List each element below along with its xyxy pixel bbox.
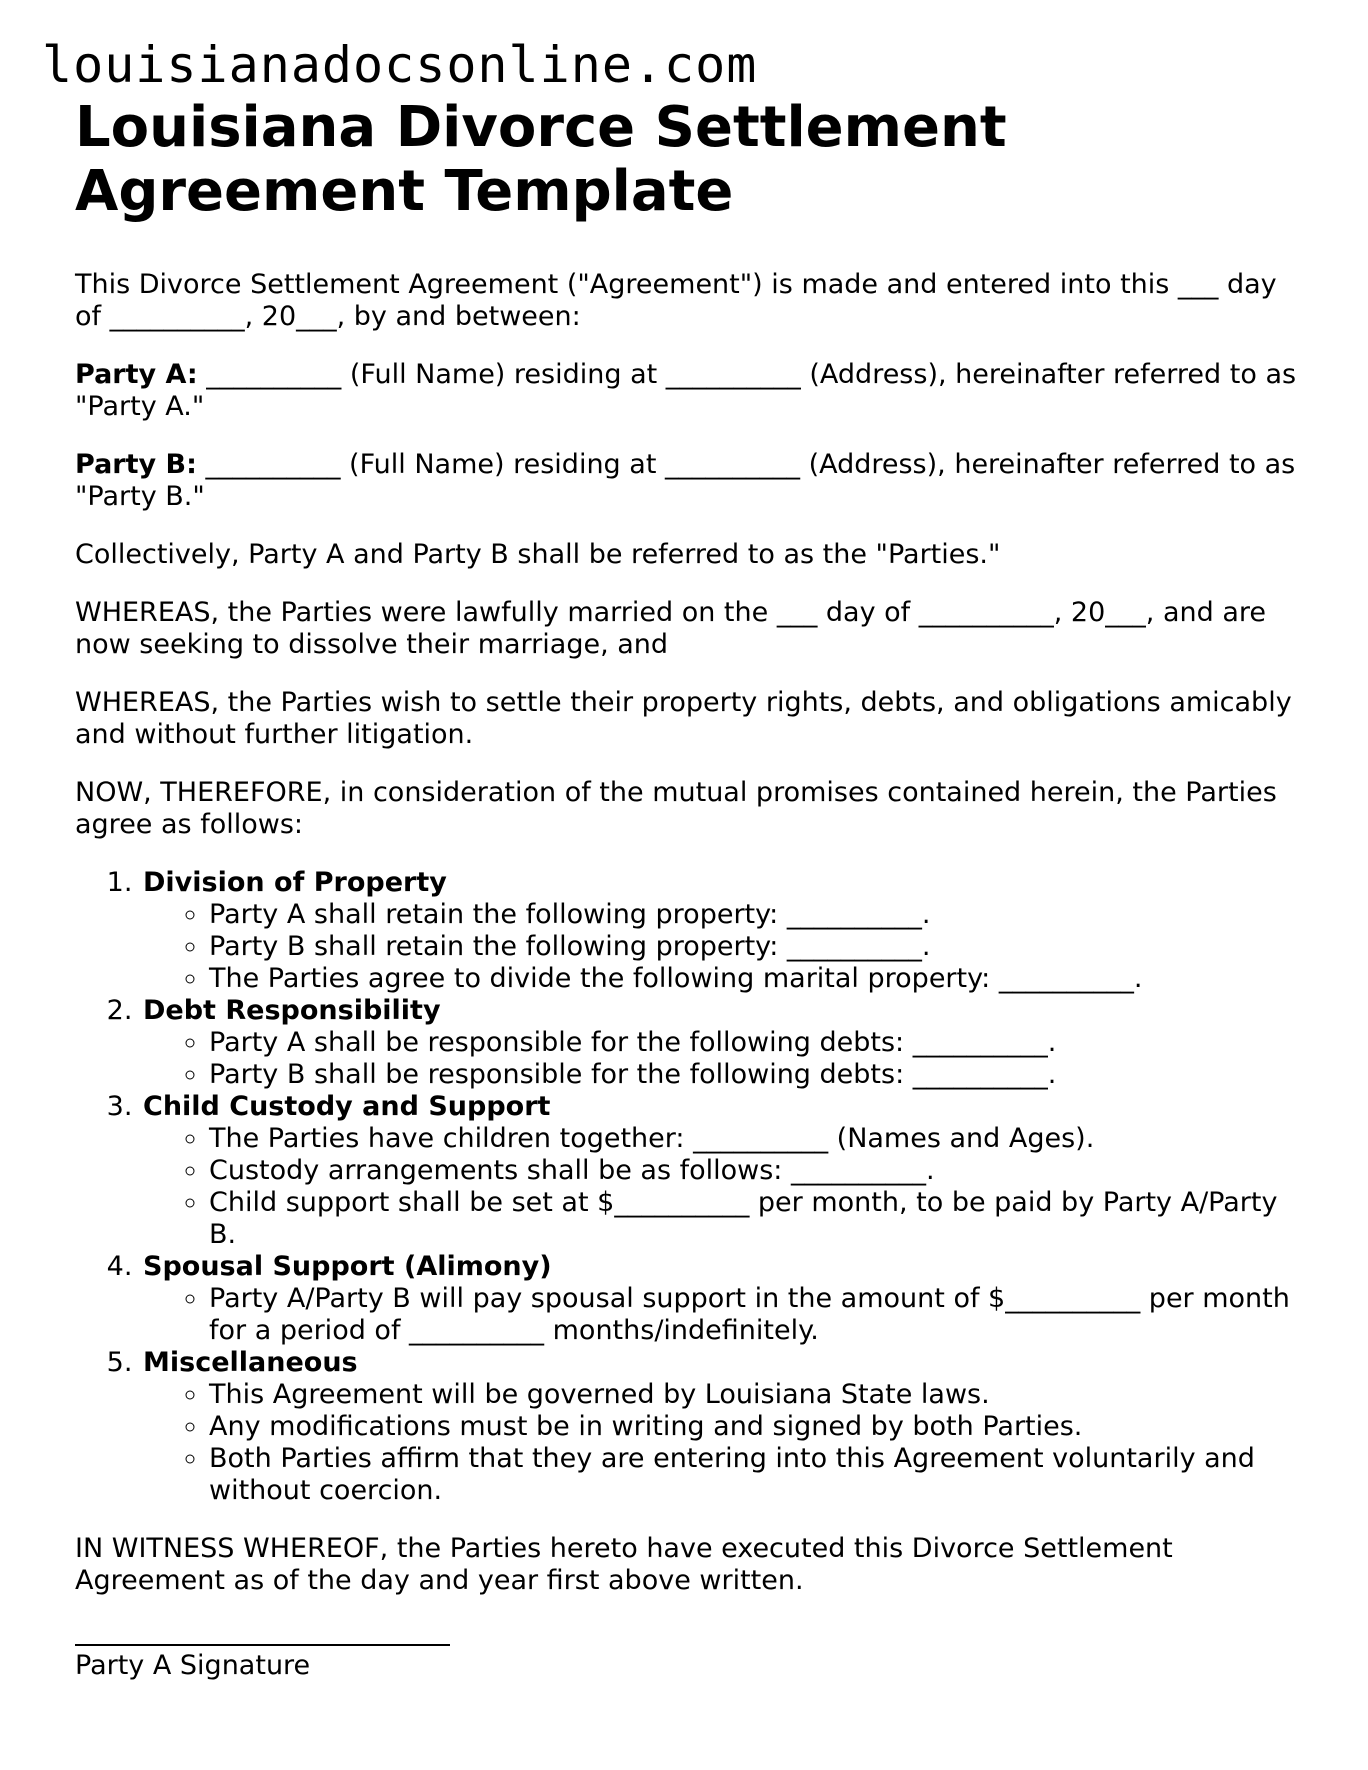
list-item: ◦ Party A shall be responsible for the following debts: __________. <box>209 1027 1305 1059</box>
witness-paragraph: IN WITNESS WHEREOF, the Parties hereto have executed this Divorce Settlement Agreement as of the day and year first above written. <box>75 1533 1173 1596</box>
section-debt-responsibility <box>141 995 1305 1091</box>
list-item: ◦ The Parties agree to divide the following marital property: __________. <box>209 963 1305 995</box>
party-b-text: __________ (Full Name) residing at __________ (Address), hereinafter referred to as "Party B." <box>75 449 1296 512</box>
site-watermark: louisianadocsonline.com <box>42 36 758 94</box>
party-a-text: __________ (Full Name) residing at __________ (Address), hereinafter referred to as "Party A." <box>75 359 1297 422</box>
intro-paragraph: This Divorce Settlement Agreement ("Agreement") is made and entered into this ___ day of __________, 20___, by and between: <box>75 269 1277 332</box>
party-b-label: Party B: <box>75 449 197 480</box>
section-child-custody-and-support <box>141 1091 1305 1251</box>
now-therefore-paragraph: NOW, THEREFORE, in consideration of the mutual promises contained herein, the Parties agree as follows: <box>75 777 1277 840</box>
list-item: ◦ Custody arrangements shall be as follows: __________. <box>209 1155 1305 1187</box>
section-miscellaneous <box>141 1347 1305 1507</box>
party-a-signature-line <box>75 1644 450 1646</box>
list-item: ◦ Party A/Party B will pay spousal support in the amount of $__________ per month for a period of __________ months/indefinitely. <box>209 1283 1305 1347</box>
section-items <box>143 1123 1305 1251</box>
section-heading: Division of Property <box>143 867 447 898</box>
section-heading: Debt Responsibility <box>143 995 441 1026</box>
section-heading: Child Custody and Support <box>143 1091 551 1122</box>
section-heading: Spousal Support (Alimony) <box>143 1251 552 1282</box>
list-item: ◦ Any modifications must be in writing and signed by both Parties. <box>209 1411 1305 1443</box>
section-items <box>143 1379 1305 1507</box>
list-item: ◦ This Agreement will be governed by Louisiana State laws. <box>209 1379 1305 1411</box>
section-items <box>143 1027 1305 1091</box>
whereas-settle-paragraph: WHEREAS, the Parties wish to settle their property rights, debts, and obligations amicably and without further litigation. <box>75 687 1292 750</box>
section-division-of-property <box>141 867 1305 995</box>
section-heading: Miscellaneous <box>143 1347 358 1378</box>
section-items <box>143 1283 1305 1347</box>
section-spousal-support <box>141 1251 1305 1347</box>
list-item: ◦ Child support shall be set at $__________ per month, to be paid by Party A/Party B. <box>209 1187 1305 1251</box>
document-page <box>75 96 1305 1682</box>
list-item: ◦ Both Parties affirm that they are entering into this Agreement voluntarily and without coercion. <box>209 1443 1305 1507</box>
party-a-label: Party A: <box>75 359 198 390</box>
document-title: Louisiana Divorce Settlement Agreement Template <box>75 95 1007 224</box>
party-a-paragraph <box>75 359 1305 423</box>
collectively-paragraph: Collectively, Party A and Party B shall be referred to as the "Parties." <box>75 539 1001 570</box>
list-item: ◦ Party B shall retain the following property: __________. <box>209 931 1305 963</box>
section-items <box>143 899 1305 995</box>
party-b-paragraph <box>75 449 1305 513</box>
party-a-signature-label: Party A Signature <box>75 1650 311 1681</box>
list-item: ◦ The Parties have children together: __________ (Names and Ages). <box>209 1123 1305 1155</box>
whereas-married-paragraph: WHEREAS, the Parties were lawfully married on the ___ day of __________, 20___, and are now seeking to dissolve their marriage, and <box>75 597 1266 660</box>
agreement-sections <box>75 867 1305 1507</box>
list-item: ◦ Party B shall be responsible for the following debts: __________. <box>209 1059 1305 1091</box>
list-item: ◦ Party A shall retain the following property: __________. <box>209 899 1305 931</box>
